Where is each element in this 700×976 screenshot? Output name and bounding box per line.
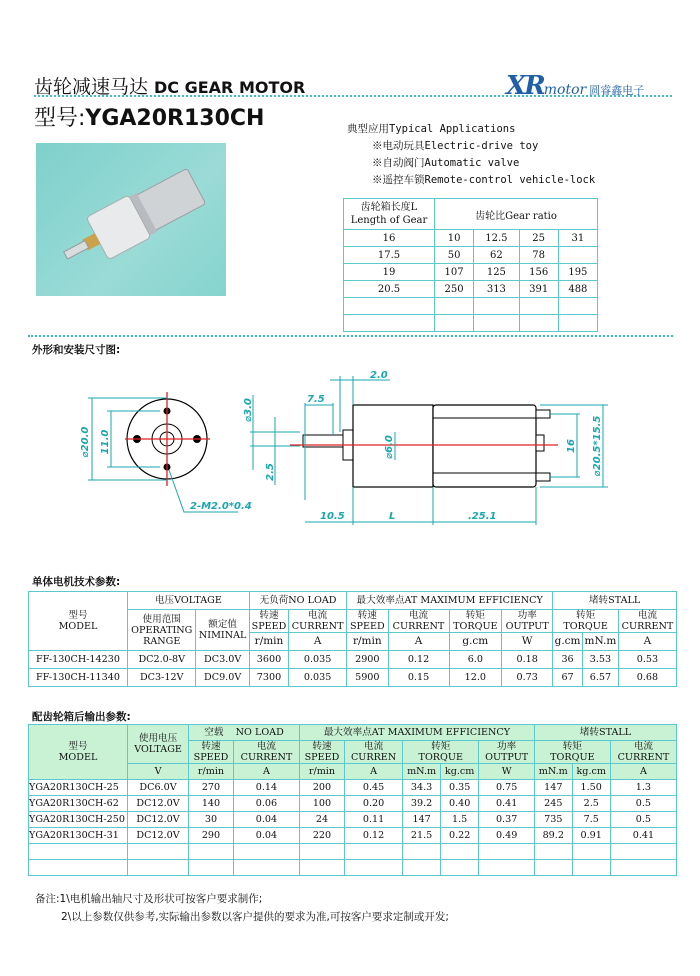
product-photo: [36, 143, 226, 296]
table-row: [29, 860, 677, 876]
value-cell: 0.35: [440, 780, 478, 796]
value-cell: 12.0: [449, 669, 502, 687]
ratio-cell: [519, 315, 558, 332]
header-en: TORQUE: [453, 621, 498, 632]
side-view: [290, 370, 608, 525]
header-cn: 转矩: [465, 610, 485, 621]
logo-word: motor: [543, 82, 587, 98]
unit-cell: A: [610, 764, 676, 780]
application-item: ※自动阀门Automatic valve: [372, 157, 520, 169]
value-cell: [189, 860, 234, 876]
length-cell: [344, 298, 435, 315]
value-cell: [440, 844, 478, 860]
value-cell: 7.5: [572, 812, 610, 828]
applications-heading: 典型应用Typical Applications: [347, 123, 516, 135]
value-cell: [610, 844, 676, 860]
value-cell: 290: [189, 828, 234, 844]
length-header-en: Length of Gear: [350, 215, 428, 226]
current-header: [289, 610, 347, 633]
voltage-header: 电压VOLTAGE: [128, 592, 250, 610]
model-number: YGA20R130CH: [85, 106, 265, 131]
ratio-cell: 107: [435, 264, 474, 281]
value-cell: 0.73: [502, 669, 553, 687]
header-en: TORQUE: [550, 752, 595, 763]
unit-cell: kg.cm: [572, 764, 610, 780]
header-en: NIMINAL: [198, 630, 247, 641]
unit-cell: V: [128, 764, 189, 780]
model-cell: YGA20R130CH-25: [29, 780, 128, 796]
header-cn: 转矩: [576, 610, 596, 621]
ratio-cell: 391: [519, 281, 558, 298]
value-cell: 0.41: [610, 828, 676, 844]
ratio-cell: [558, 247, 597, 264]
title-english: DC GEAR MOTOR: [154, 78, 306, 97]
ratio-cell: [435, 315, 474, 332]
header-en: CURRENT: [617, 752, 670, 763]
value-cell: 3600: [249, 651, 288, 669]
title-chinese: 齿轮减速马达: [34, 76, 149, 98]
value-cell: 735: [534, 812, 572, 828]
unit-cell: A: [388, 633, 449, 651]
dim-label: ⌀20.0: [80, 426, 91, 458]
current-header: [388, 610, 449, 633]
table-header-row: [344, 199, 598, 230]
value-cell: [440, 860, 478, 876]
ratio-cell: 488: [558, 281, 597, 298]
value-cell: 0.22: [440, 828, 478, 844]
value-cell: 3.53: [582, 651, 618, 669]
value-cell: 220: [299, 828, 344, 844]
unit-cell: r/min: [299, 764, 344, 780]
application-item: ※遥控车锁Remote-control vehicle-lock: [372, 174, 596, 186]
ratio-cell: 50: [435, 247, 474, 264]
table-row: [344, 264, 598, 281]
length-header: [344, 199, 435, 230]
unit-cell: mN.m: [534, 764, 572, 780]
value-cell: 0.035: [289, 651, 347, 669]
ratio-cell: 62: [474, 247, 519, 264]
value-cell: DC3.0V: [196, 651, 249, 669]
dim-label: ⌀3.0: [243, 398, 254, 422]
dim-label: 7.5: [307, 394, 325, 405]
table-header-row: [29, 592, 677, 610]
ratio-cell: 195: [558, 264, 597, 281]
value-cell: 0.12: [344, 828, 402, 844]
value-cell: DC12.0V: [128, 812, 189, 828]
value-cell: 0.53: [618, 651, 676, 669]
header-cn: 电流: [308, 610, 328, 621]
ratio-cell: 78: [519, 247, 558, 264]
table-row: [344, 315, 598, 332]
ratio-cell: [519, 298, 558, 315]
header-cn: 额定值: [208, 619, 238, 630]
header-cn: 型号: [68, 741, 88, 752]
speed-header: [249, 610, 288, 633]
header-cn: 转速: [357, 610, 377, 621]
length-cell: 16: [344, 230, 435, 247]
value-cell: 2.5: [572, 796, 610, 812]
header-cn: 使用范围: [142, 613, 181, 625]
header-en: CURRENT: [392, 621, 445, 632]
value-cell: [572, 844, 610, 860]
value-cell: [189, 844, 234, 860]
table-row: [29, 780, 677, 796]
header-en: MODEL: [58, 621, 98, 632]
unit-cell: A: [289, 633, 347, 651]
value-cell: [233, 860, 299, 876]
header-cn: 电流: [633, 741, 654, 752]
unit-cell: mN.m: [582, 633, 618, 651]
value-cell: 0.11: [344, 812, 402, 828]
value-cell: 270: [189, 780, 234, 796]
unit-cell: A: [344, 764, 402, 780]
value-cell: 0.41: [479, 796, 535, 812]
value-cell: [572, 860, 610, 876]
value-cell: DC12.0V: [128, 796, 189, 812]
header-en: TORQUE: [563, 621, 608, 632]
torque-header: [449, 610, 502, 633]
stall-header: 堵转STALL: [553, 592, 677, 610]
dim-label: 16: [566, 439, 577, 453]
current-header: [233, 741, 299, 764]
table-row: [29, 651, 677, 669]
table-row: [344, 230, 598, 247]
ratio-cell: 125: [474, 264, 519, 281]
value-cell: 30: [189, 812, 234, 828]
table-row: [344, 281, 598, 298]
value-cell: DC3-12V: [128, 669, 196, 687]
unit-cell: g.cm: [449, 633, 502, 651]
header-en: VOLTAGE: [134, 744, 182, 755]
header-cn: 转速: [201, 741, 221, 752]
note-line: 备注:1\电机输出轴尺寸及形状可按客户要求制作;: [35, 893, 263, 905]
header-en: CURRENT: [291, 621, 344, 632]
stall-current-header: [610, 741, 676, 764]
value-cell: [128, 844, 189, 860]
table-row: [29, 828, 677, 844]
header-en: SPEED: [251, 621, 287, 632]
header-en: RANGE: [143, 635, 181, 647]
value-cell: 0.14: [233, 780, 299, 796]
length-cell: 19: [344, 264, 435, 281]
motor-section-title: 单体电机技术参数:: [32, 576, 121, 588]
value-cell: 0.5: [610, 796, 676, 812]
ratio-header: 齿轮比Gear ratio: [435, 199, 598, 230]
speed-header: [189, 741, 234, 764]
model-cell: FF-130CH-14230: [29, 651, 128, 669]
stall-header: 堵转STALL: [534, 725, 676, 741]
noload-header: 无负荷NO LOAD: [249, 592, 346, 610]
value-cell: 140: [189, 796, 234, 812]
value-cell: [299, 844, 344, 860]
note-line: 2\以上参数仅供参考,实际输出参数以客户提供的要求为准,可按客户要求定制或开发;: [61, 911, 449, 923]
model-prefix: 型号:: [34, 106, 86, 131]
model-cell: FF-130CH-11340: [29, 669, 128, 687]
value-cell: 100: [299, 796, 344, 812]
value-cell: [479, 860, 535, 876]
gearmotor-section-title: 配齿轮箱后输出参数:: [32, 711, 131, 723]
applications-list: [347, 121, 595, 189]
value-cell: 200: [299, 780, 344, 796]
stall-current-header: [618, 610, 676, 633]
value-cell: [534, 844, 572, 860]
ratio-cell: 313: [474, 281, 519, 298]
torque-header: [403, 741, 479, 764]
header-en: SPEED: [304, 752, 340, 763]
header-cn: 转矩: [431, 741, 451, 752]
application-item: ※电动玩具Electric-drive toy: [372, 140, 539, 152]
ratio-cell: 156: [519, 264, 558, 281]
value-cell: 147: [534, 780, 572, 796]
maxeff-header: 最大效率点AT MAXIMUM EFFICIENCY: [299, 725, 534, 741]
current-header: [344, 741, 402, 764]
value-cell: 24: [299, 812, 344, 828]
value-cell: 7300: [249, 669, 288, 687]
speed-header: [299, 741, 344, 764]
table-row: [344, 247, 598, 264]
ratio-cell: 25: [519, 230, 558, 247]
model-title: [34, 101, 264, 132]
motor-photo-image: [36, 143, 226, 296]
header-cn: 电流: [637, 610, 658, 621]
value-cell: [534, 860, 572, 876]
ratio-cell: 250: [435, 281, 474, 298]
model-cell: YGA20R130CH-250: [29, 812, 128, 828]
unit-cell: W: [479, 764, 535, 780]
ratio-cell: 12.5: [474, 230, 519, 247]
logo-mark: XR: [506, 71, 544, 101]
header-en: OUTPUT: [505, 621, 549, 632]
model-cell: [29, 844, 128, 860]
dimension-drawing: [0, 360, 700, 535]
ratio-cell: [474, 298, 519, 315]
value-cell: [344, 860, 402, 876]
value-cell: 67: [553, 669, 583, 687]
dim-label: L: [389, 511, 396, 522]
unit-cell: kg.cm: [440, 764, 478, 780]
voltage-header: [128, 725, 189, 764]
value-cell: 0.15: [388, 669, 449, 687]
value-cell: 0.75: [479, 780, 535, 796]
value-cell: 0.68: [618, 669, 676, 687]
header-cn: 转速: [312, 741, 332, 752]
value-cell: 89.2: [534, 828, 572, 844]
value-cell: 0.20: [344, 796, 402, 812]
ratio-cell: 31: [558, 230, 597, 247]
value-cell: 6.0: [449, 651, 502, 669]
value-cell: 0.45: [344, 780, 402, 796]
header-cn: 转矩: [562, 741, 582, 752]
ratio-cell: [474, 315, 519, 332]
header-en: CURRENT: [621, 621, 674, 632]
value-cell: [610, 860, 676, 876]
value-cell: 0.04: [233, 828, 299, 844]
gear-ratio-table: [343, 198, 598, 332]
value-cell: 0.04: [233, 812, 299, 828]
value-cell: 0.91: [572, 828, 610, 844]
logo-company: 圆睿鑫电子: [589, 84, 645, 97]
length-cell: [344, 315, 435, 332]
value-cell: [299, 860, 344, 876]
header-cn: 使用电压: [138, 733, 178, 744]
speed-header: [347, 610, 388, 633]
value-cell: 1.50: [572, 780, 610, 796]
value-cell: [479, 844, 535, 860]
header-cn: 电流: [256, 741, 277, 752]
section-divider: [28, 335, 673, 337]
noload-header: 空载 NO LOAD: [189, 725, 300, 741]
output-header: [479, 741, 535, 764]
unit-cell: r/min: [189, 764, 234, 780]
header-en: MODEL: [58, 752, 98, 763]
value-cell: [344, 844, 402, 860]
dim-label: 2.5: [265, 463, 276, 481]
ratio-cell: [435, 298, 474, 315]
brand-logo: [506, 71, 644, 101]
value-cell: DC9.0V: [196, 669, 249, 687]
value-cell: 5900: [347, 669, 388, 687]
header-en: OPERATING: [131, 624, 193, 636]
ratio-cell: [558, 298, 597, 315]
unit-cell: r/min: [249, 633, 288, 651]
value-cell: 0.12: [388, 651, 449, 669]
value-cell: 6.57: [582, 669, 618, 687]
dim-label: 10.5: [320, 511, 345, 522]
stall-torque-header: [553, 610, 619, 633]
header-cn: 转速: [259, 610, 279, 621]
dim-label: ⌀6.0: [384, 435, 395, 459]
value-cell: 0.49: [479, 828, 535, 844]
table-row: [29, 669, 677, 687]
header-en: OUTPUT: [485, 752, 529, 763]
value-cell: 21.5: [403, 828, 441, 844]
value-cell: 245: [534, 796, 572, 812]
model-cell: YGA20R130CH-62: [29, 796, 128, 812]
value-cell: 1.3: [610, 780, 676, 796]
header-cn: 功率: [517, 610, 537, 621]
table-row: [344, 298, 598, 315]
value-cell: 0.035: [289, 669, 347, 687]
table-header-row: [29, 725, 677, 741]
value-cell: 36: [553, 651, 583, 669]
dim-label: 2-M2.0*0.4: [190, 501, 252, 512]
value-cell: DC12.0V: [128, 828, 189, 844]
ratio-cell: [558, 315, 597, 332]
length-cell: 20.5: [344, 281, 435, 298]
dim-label: .25.1: [468, 511, 497, 522]
header-cn: 电流: [408, 610, 429, 621]
value-cell: 1.5: [440, 812, 478, 828]
drawing-section-title: 外形和安装尺寸图:: [32, 344, 121, 356]
dim-label: 2.0: [370, 370, 388, 381]
operating-header: [128, 610, 196, 651]
model-cell: [29, 860, 128, 876]
maxeff-header: 最大效率点AT MAXIMUM EFFICIENCY: [347, 592, 553, 610]
unit-cell: A: [233, 764, 299, 780]
dim-label: 11.0: [100, 429, 111, 455]
header-en: CURRENT: [240, 752, 293, 763]
value-cell: 0.37: [479, 812, 535, 828]
header-cn: 型号: [68, 610, 88, 621]
table-row: [29, 812, 677, 828]
value-cell: DC2.0-8V: [128, 651, 196, 669]
stall-torque-header: [534, 741, 610, 764]
notes: [35, 890, 449, 926]
unit-cell: mN.m: [403, 764, 441, 780]
unit-cell: r/min: [347, 633, 388, 651]
value-cell: DC6.0V: [128, 780, 189, 796]
unit-cell: W: [502, 633, 553, 651]
nominal-header: [196, 610, 249, 651]
header-en: SPEED: [349, 621, 385, 632]
value-cell: 147: [403, 812, 441, 828]
front-view: [80, 392, 300, 512]
length-cell: 17.5: [344, 247, 435, 264]
value-cell: [403, 844, 441, 860]
dim-label: ⌀20.5*15.5: [592, 415, 603, 477]
motor-spec-table: [28, 591, 677, 687]
header-en: TORQUE: [418, 752, 463, 763]
value-cell: 0.18: [502, 651, 553, 669]
table-row: [29, 844, 677, 860]
output-header: [502, 610, 553, 633]
gearmotor-spec-table: [28, 724, 677, 876]
value-cell: 34.3: [403, 780, 441, 796]
value-cell: 2900: [347, 651, 388, 669]
header-cn: 电流: [363, 741, 384, 752]
unit-cell: g.cm: [553, 633, 583, 651]
value-cell: 0.40: [440, 796, 478, 812]
model-header: [29, 592, 128, 651]
ratio-cell: 10: [435, 230, 474, 247]
header-en: SPEED: [193, 752, 229, 763]
value-cell: 0.06: [233, 796, 299, 812]
length-header-cn: 齿轮箱长度L: [360, 202, 418, 213]
table-row: [29, 796, 677, 812]
value-cell: [403, 860, 441, 876]
value-cell: 0.5: [610, 812, 676, 828]
model-cell: YGA20R130CH-31: [29, 828, 128, 844]
value-cell: [128, 860, 189, 876]
value-cell: [233, 844, 299, 860]
unit-cell: A: [618, 633, 676, 651]
model-header: [29, 725, 128, 780]
header-cn: 功率: [497, 741, 517, 752]
value-cell: 39.2: [403, 796, 441, 812]
header-en: CURREN: [350, 752, 397, 763]
